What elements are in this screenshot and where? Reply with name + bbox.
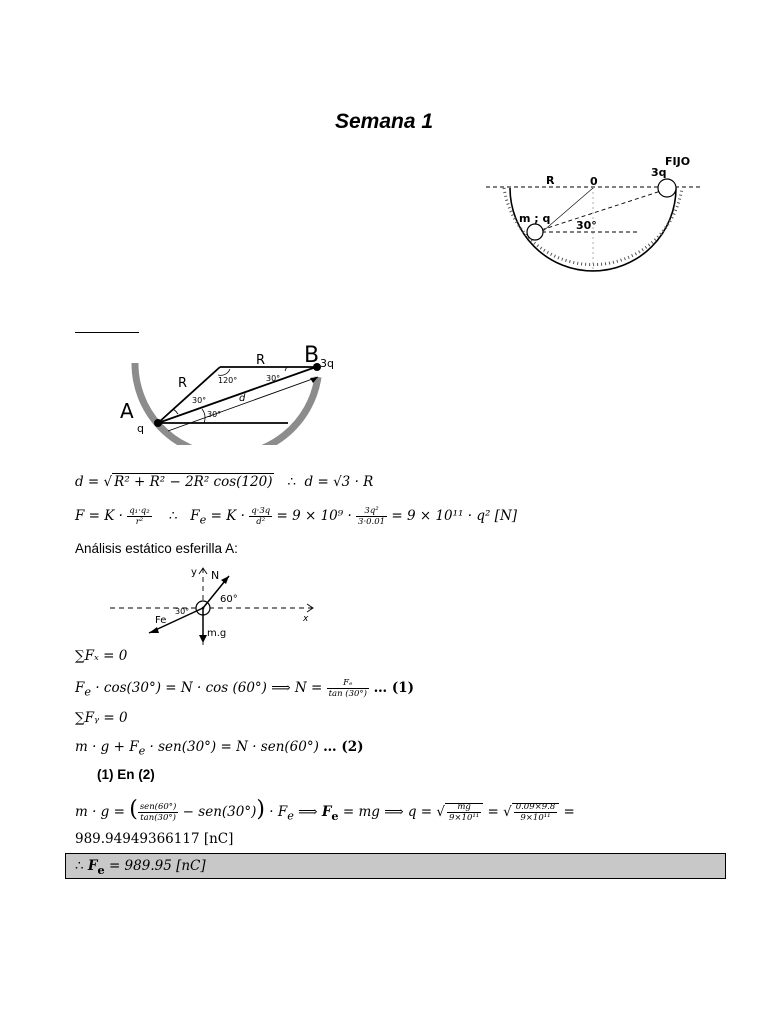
label-mq: m ; q: [519, 212, 551, 225]
bowl-figure: [480, 150, 710, 285]
label-x: x: [303, 614, 309, 624]
label-3q-b: 3q: [320, 357, 334, 370]
result-text: ∴ $F_e = 989.95$ [nC]: [75, 858, 206, 877]
geometry-figure: [110, 335, 340, 445]
equation-sum-fy: ∑Fᵧ = 0: [75, 710, 128, 726]
label-fijo: FIJO: [665, 155, 691, 168]
label-a: A: [120, 399, 134, 423]
label-n: N: [211, 569, 220, 582]
label-r-top: R: [256, 353, 266, 368]
equation-solution: m · g = ( $\frac{\text{sen(60°)}}{\tan(30^\circ)}$ − $sen(30^\circ)) \cdot F_e$ ⟹ $F_e$ = mg ⟹ q = √ $\frac{mg}{\text{9×10¹¹}}$ = √ $\frac{0.09\times 9.8}{\text{9×10¹¹}}$ =: [75, 797, 575, 823]
label-120: 120°: [218, 376, 238, 385]
label-r-left: R: [178, 376, 188, 391]
equation-sum-fx: ∑Fₓ = 0: [75, 648, 128, 664]
label-30: 30°: [175, 607, 190, 616]
equation-vertical: $m \cdot g + F_e \cdot sen(30^\circ) = N \cdot sen(60^\circ)$ … (2): [75, 739, 364, 758]
sphere-a: [527, 224, 543, 240]
free-body-diagram: [105, 563, 325, 653]
equation-force: F = K · $\frac{\text{q₁·q₂}}{\text{r²}}$ ∴ $F_e = K$ · $\frac{q\cdot 3q}{\text{d²}}$ = 9 × 10⁹ · $\frac{\text{3q²}}{3\cdot 0.01}$ = 9 × 10¹¹ · q² [N]: [75, 506, 518, 527]
equation-distance: d = √ R² + R² − 2R² cos(120) ∴ d = √3 · R: [75, 474, 374, 490]
label-b: B: [304, 343, 320, 368]
label-zero: 0: [590, 175, 598, 188]
equation-solution-value: 989.94949366117 [nC]: [75, 831, 234, 847]
label-d: d: [239, 393, 246, 404]
label-30-mid: 30°: [192, 396, 207, 405]
label-3q: 3q: [651, 166, 667, 179]
equation-normal: $F_e \cdot \cos(30^\circ) = N \cdot \cos (60^\circ)$ ⟹ N = $\frac{\text{Fₑ}}{\tan (30^\circ)}$ … (1): [75, 678, 415, 699]
substitution-note: (1) En (2): [97, 767, 155, 782]
label-r: R: [546, 174, 555, 187]
distance-line: [535, 189, 667, 232]
label-fe: Fe: [155, 615, 167, 626]
label-mg: m.g: [207, 628, 227, 639]
point-a: [154, 419, 162, 427]
label-30-low: 30°: [207, 410, 222, 419]
section-underline: [75, 332, 139, 333]
page-title: Semana 1: [334, 110, 434, 133]
label-y: y: [191, 567, 197, 578]
label-30-top: 30°: [266, 374, 281, 383]
label-60: 60°: [220, 594, 238, 605]
sphere-b: [658, 179, 676, 197]
label-30: 30°: [576, 219, 597, 232]
label-q-a: q: [137, 422, 144, 435]
static-analysis-heading: Análisis estático esferilla A:: [75, 541, 238, 556]
